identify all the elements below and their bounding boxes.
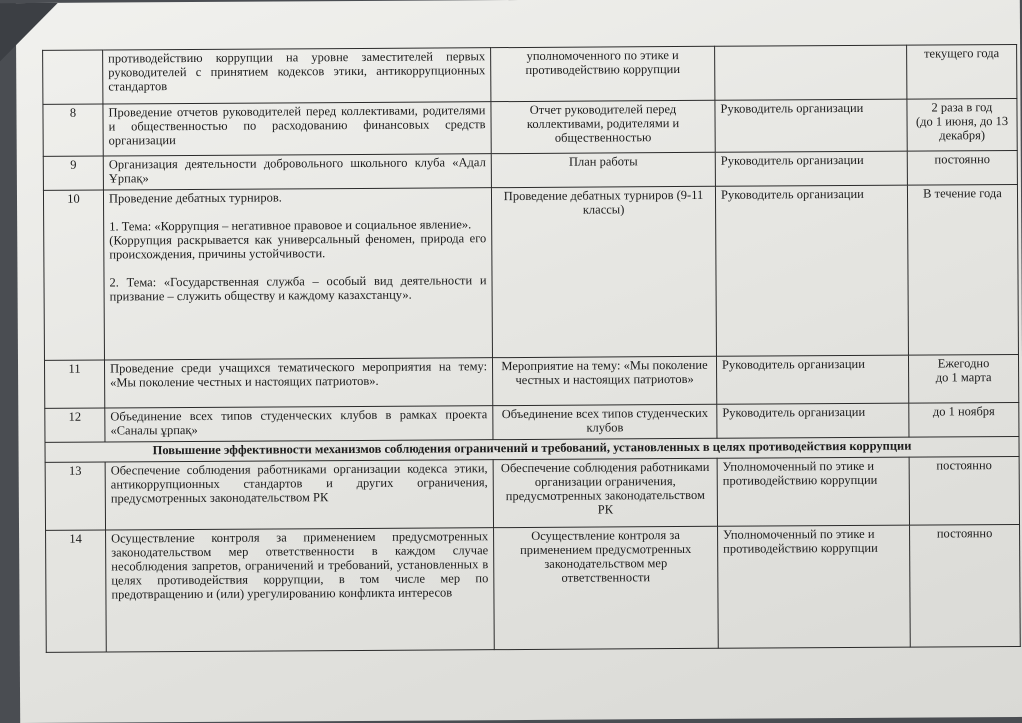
completion-form: Проведение дебатных турниров (9-11 классы)	[491, 186, 716, 357]
deadline: постоянно	[909, 456, 1019, 525]
responsible-person: Уполномоченный по этике и противодействию коррупции	[718, 525, 911, 648]
table-row	[43, 184, 1018, 360]
deadline: до 1 ноября	[909, 402, 1019, 437]
section-title: Повышение эффективности механизмов соблюдения ограничений и требований, установленных в целях противодействия коррупции	[45, 436, 1019, 462]
table-row	[43, 44, 1017, 104]
row-number: 9	[43, 156, 103, 190]
responsible-person: Уполномоченный по этике и противодействию коррупции	[717, 457, 909, 526]
deadline: В течение года	[907, 184, 1018, 355]
completion-form: Отчет руководителей перед коллективами, родителями и общественностью	[491, 100, 715, 153]
deadline: Ежегодно до 1 марта	[908, 354, 1018, 403]
event-description: Объединение всех типов студенческих клубов в рамках проекта «Саналы ұрпақ»	[105, 406, 493, 442]
table-row	[46, 524, 1021, 652]
event-description: Обеспечение соблюдения работниками организации кодекса этики, антикоррупционных стандартов и других ограничения, предусмотренных законодательством РК	[105, 460, 493, 530]
completion-form: уполномоченного по этике и противодействию коррупции	[491, 46, 715, 101]
row-number: 11	[44, 360, 104, 408]
event-description: Проведение отчетов руководителей перед коллективами, родителями и общественностью по расходованию финансовых средств организации	[103, 102, 491, 156]
responsible-person: Руководитель организации	[716, 355, 908, 404]
completion-form: Объединение всех типов студенческих клубов	[493, 404, 717, 439]
table-row	[44, 354, 1018, 408]
event-description: Проведение среди учащихся тематического мероприятия на тему: «Мы поколение честных и настоящих патриотов».	[104, 358, 492, 408]
debate-topic-1-note: (Коррупция раскрывается как универсальный феномен, природа его происхождения, причины устойчивости.	[109, 231, 487, 262]
debate-topic-2: 2. Тема: «Государственная служба – особый вид деятельности и призвание – служить обществу и каждому казахстанцу».	[109, 273, 487, 304]
completion-form: Обеспечение соблюдения работниками организации ограничения, предусмотренных законодательством РК	[493, 458, 717, 527]
completion-form: Осуществление контроля за применением предусмотренных законодательством мер ответственности	[494, 526, 719, 649]
debate-topic-1: 1. Тема: «Коррупция – негативное правовое и социальное явление».	[109, 217, 472, 234]
row-number: 10	[43, 190, 104, 360]
responsible-person: Руководитель организации	[715, 151, 907, 186]
responsible-person	[715, 45, 907, 100]
anticorruption-plan-table	[42, 44, 1021, 653]
event-description: противодействию коррупции на уровне заместителей первых руководителей с принятием кодексов этики, антикоррупционных стандартов	[103, 48, 491, 104]
completion-form: Мероприятие на тему: «Мы поколение честных и настоящих патриотов»	[492, 356, 716, 405]
responsible-person: Руководитель организации	[715, 99, 907, 152]
event-description: Организация деятельности добровольного школьного клуба «Адал Ұрпақ»	[103, 154, 491, 190]
event-description: Осуществление контроля за применением предусмотренных законодательством мер ответственности в каждом случае несоблюдения запретов, ограничений и требований, установленных в целях противодействия коррупции, в том числе мер по предотвращению и (или) урегулированию конфликта интересов	[106, 528, 495, 652]
row-number: 12	[45, 408, 105, 442]
table-row	[45, 456, 1019, 530]
completion-form: План работы	[491, 152, 715, 187]
debate-title: Проведение дебатных турниров.	[108, 190, 282, 206]
deadline: 2 раза в год (до 1 июня, до 13 декабря)	[907, 98, 1017, 151]
responsible-person: Руководитель организации	[715, 185, 908, 356]
deadline: постоянно	[907, 150, 1017, 185]
event-description	[103, 188, 492, 360]
table-row	[43, 98, 1017, 156]
document-page	[16, 0, 1022, 723]
row-number: 14	[46, 530, 107, 652]
row-number	[43, 50, 103, 104]
deadline: текущего года	[907, 44, 1017, 99]
responsible-person: Руководитель организации	[717, 403, 909, 438]
row-number: 8	[43, 104, 103, 156]
row-number: 13	[45, 462, 105, 530]
deadline: постоянно	[910, 524, 1021, 647]
